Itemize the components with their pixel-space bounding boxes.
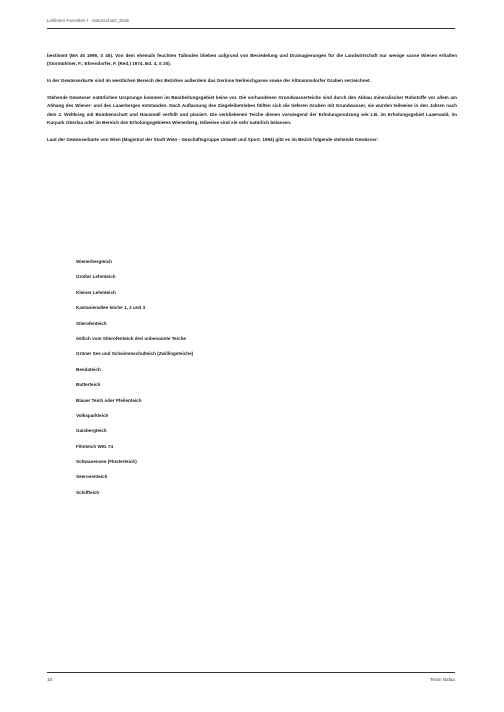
list-item: Kastanienallee teiche 1, 2 und 3	[76, 305, 146, 311]
page-footer	[47, 672, 455, 682]
list-item: Bendateich	[76, 366, 101, 372]
list-item: Grüner See und Schwimmschulteich (Zwillingsteiche)	[76, 351, 194, 357]
list-item: Großer Lehmteich	[76, 274, 116, 280]
list-item: Blauer Teich oder Pfeilenteich	[76, 397, 142, 403]
page-header	[47, 18, 455, 29]
list-item: Butterteich	[76, 382, 101, 388]
paragraph-stehende-gewaesser: Stehende Gewässer natürlichen Ursprungs kommen im Bearbeitungsgebiet keine vor. Die vorhandenen Grundwasserteiche sind durch den Abbau mineralischer Rohstoffe vor allem am Abhang des Wiener- und des Laaerberges entstanden. Nach Auflassung des Ziegeleibetriebes füllten sich die tieferen Gruben mit Grundwasser, sie wurden teilweise in den Jahren nach dem 2. Weltkrieg mit Bombenschutt und Hausmüll verfüllt und planiert. Die verbliebenen Teiche dienen vorwiegend der Erholungsnutzung wie z.B. im Erholungsgebiet Laaerwald, im Kurpark Oberlaa oder im Bereich des Erholungsgebietes Wienerberg, teilweise sind sie sehr natürlich belassen.	[47, 95, 457, 125]
list-item: östlich vom Stierofenteich drei unbenannte Teiche	[76, 335, 186, 341]
document-body	[47, 52, 457, 153]
header-title: Leitlinien Favoriten I - Naturschutz_Ziele	[47, 18, 130, 23]
paragraph-gewaesserkarte: Laut der Gewässerkarte von Wien (Magistrat der Stadt Wien - Geschäftsgruppe Umwelt und Sport. 1994) gibt es im Bezirk folgende stehende Gewässer:	[47, 136, 379, 142]
list-item: Stierofenteich	[76, 320, 107, 326]
list-item: Gaisbergteich	[76, 428, 107, 434]
water-list	[76, 258, 193, 504]
paragraph-intro: bestimmt (MA 45 1999, S 45). Von dem ehemals feuchten Talboden blieben aufgrund von Besiedelung und Drainagierungen für die Landwirtschaft nur wenige sasse Wiesen erhalten (Stormühlner, F.; Ehrendorfer, F. (Red.) 1974. Bd. 4, S 20).	[47, 53, 457, 67]
list-item: Volksparkteich	[76, 412, 109, 418]
list-item: Kleiner Lehmteich	[76, 289, 116, 295]
list-item: Seerosenteich	[76, 474, 108, 480]
list-item: Schwanensee (Flüsterteich)	[76, 459, 137, 465]
page-number: 10	[47, 677, 53, 682]
list-item: Wienerbergteich	[76, 259, 112, 264]
list-item: Schilfteich	[76, 489, 100, 495]
footer-team: Team Nafaa	[430, 677, 455, 682]
list-item: Filmteich WIG 74	[76, 443, 114, 449]
paragraph-gerinne: In der Gewässerkarte sind im westlichen Bereich des Bezirkes außerdem das Gerinne Neilreichgasse sowie der Altmannsdorfer Graben verzeichnet.	[47, 78, 371, 84]
